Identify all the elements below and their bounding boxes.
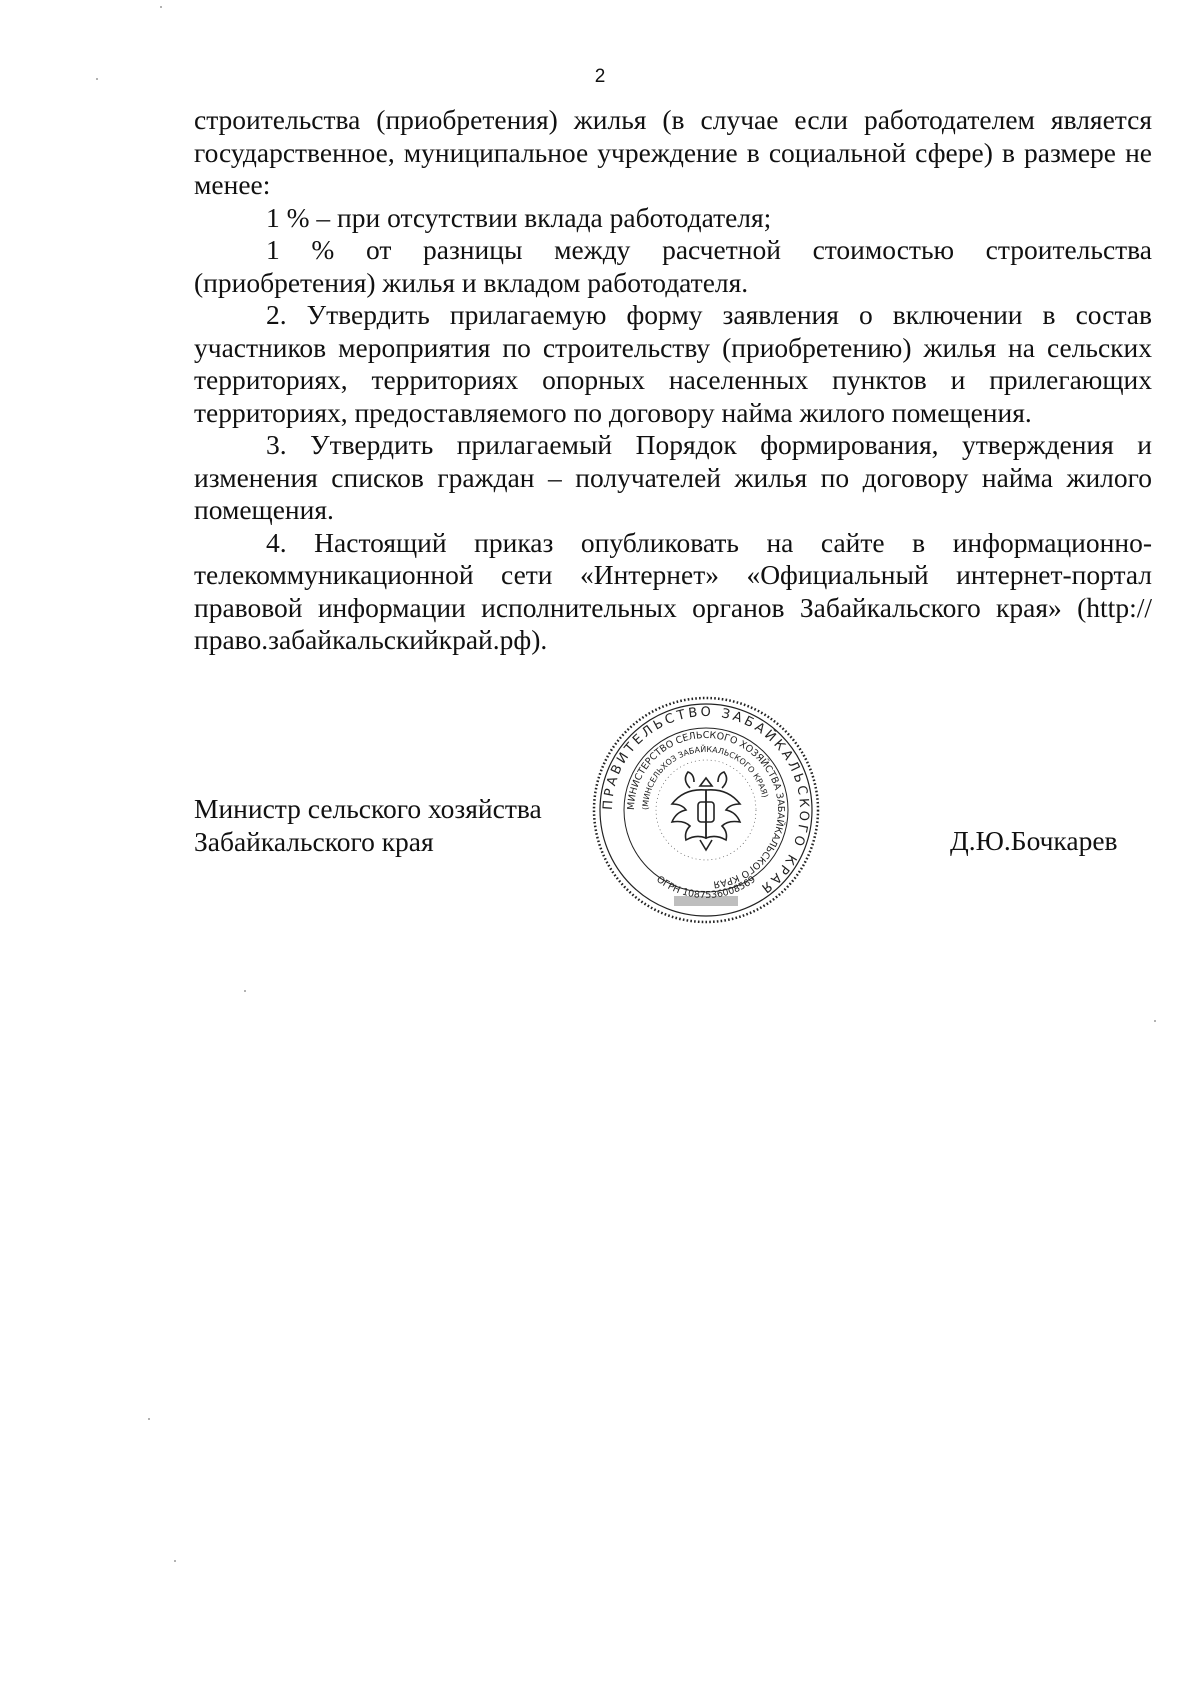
seal-outer-text: ПРАВИТЕЛЬСТВО ЗАБАЙКАЛЬСКОГО КРАЯ: [600, 704, 812, 898]
seal-ogrn-text: ОГРН 1087536008569: [654, 874, 758, 902]
signatory-position-line-2: Забайкальского края: [194, 825, 434, 857]
scan-artifact: [1154, 1020, 1156, 1022]
paragraph-item-2: 2. Утвердить прилагаемую форму заявления о включении в состав участников мероприятия по строительству (приобретению) жилья на сельских территориях, территориях опорных населенных пунктов и прилегающих территориях, предоставляемого по договору найма жилого помещения.: [194, 299, 1152, 428]
paragraph-rate-difference: 1 % от разницы между расчетной стоимостью строительства (приобретения) жилья и вкладом работодателя.: [194, 234, 1152, 298]
seal-icon: [586, 690, 826, 930]
seal-inner-short-text: (МИНСЕЛЬХОЗ ЗАБАЙКАЛЬСКОГО КРАЯ): [640, 744, 770, 811]
scan-artifact: [160, 6, 162, 8]
document-body: [194, 104, 1152, 657]
coat-of-arms-icon: [672, 772, 740, 850]
scan-artifact: [148, 1418, 150, 1420]
scan-artifact: [96, 78, 98, 80]
signatory-position: [194, 793, 542, 858]
signatory-name: Д.Ю.Бочкарев: [950, 825, 1118, 856]
scan-artifact: [174, 1560, 176, 1562]
paragraph-item-3: 3. Утвердить прилагаемый Порядок формирования, утверждения и изменения списков граждан – получателей жилья по договору найма жилого помещения.: [194, 429, 1152, 525]
signatory-position-line-1: Министр сельского хозяйства: [194, 793, 542, 824]
page-number: 2: [594, 66, 606, 87]
paragraph-continuation: строительства (приобретения) жилья (в случае если работодателем является государственное, муниципальное учреждение в социальной сфере) в размере не менее:: [194, 104, 1152, 200]
paragraph-rate-no-contribution: 1 % – при отсутствии вклада работодателя;: [266, 201, 772, 233]
scan-artifact: [244, 990, 246, 992]
official-seal: [586, 690, 826, 930]
paragraph-item-4: 4. Настоящий приказ опубликовать на сайте в информационно-телекоммуникационной сети «Интернет» «Официальный интернет-портал правовой информации исполнительных органов Забайкальского края» (http://право.забайкальскийкрай.рф).: [194, 526, 1152, 655]
seal-inner-text: МИНИСТЕРСТВО СЕЛЬСКОГО ХОЗЯЙСТВА ЗАБАЙКАЛЬСКОГО КРАЯ: [625, 729, 787, 890]
